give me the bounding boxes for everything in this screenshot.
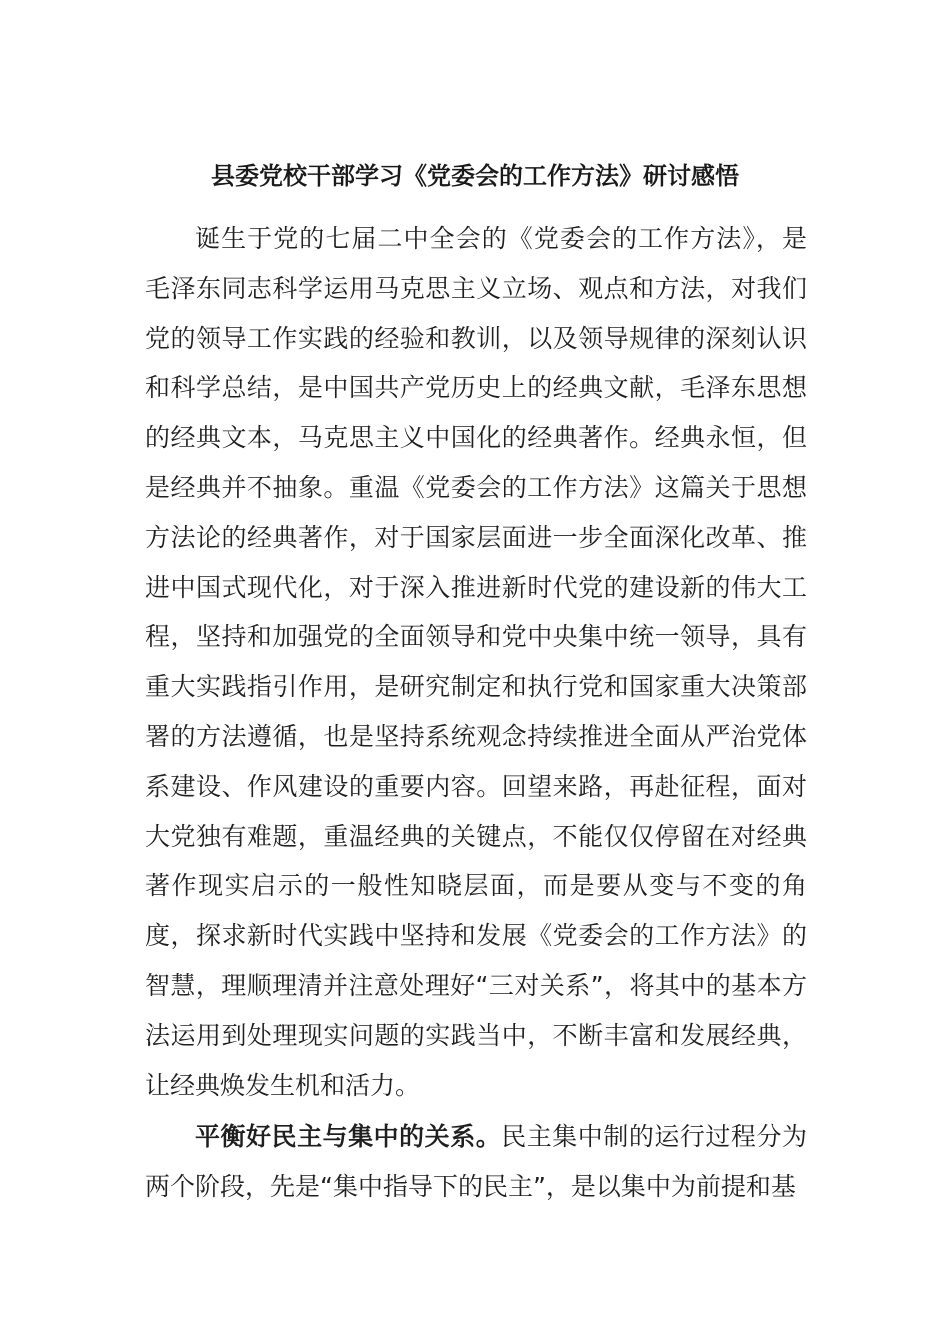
paragraph-intro — [145, 214, 807, 1110]
document-body — [145, 214, 807, 1212]
paragraph-democracy-centralism-text: 民主集中制的运行过程分为两个阶段，先是“集中指导下的民主”，是以集中为前提和基 — [145, 1122, 807, 1202]
paragraph-intro-text: 诞生于党的七届二中全会的《党委会的工作方法》，是毛泽东同志科学运用马克思主义立场、观点和方法，对我们党的领导工作实践的经验和教训，以及领导规律的深刻认识和科学总结，是中国共产党历史上的经典文献，毛泽东思想的经典文本，马克思主义中国化的经典著作。经典永恒，但是经典并不抽象。重温《党委会的工作方法》这篇关于思想方法论的经典著作，对于国家层面进一步全面深化改革、推进中国式现代化，对于深入推进新时代党的建设新的伟大工程，坚持和加强党的全面领导和党中央集中统一领导，具有重大实践指引作用，是研究制定和执行党和国家重大决策部署的方法遵循，也是坚持系统观念持续推进全面从严治党体系建设、作风建设的重要内容。回望来路，再赴征程，面对大党独有难题，重温经典的关键点，不能仅仅停留在对经典著作现实启示的一般性知晓层面，而是要从变与不变的角度，探求新时代实践中坚持和发展《党委会的工作方法》的智慧，理顺理清并注意处理好“三对关系”，将其中的基本方法运用到处理现实问题的实践当中，不断丰富和发展经典，让经典焕发生机和活力。 — [145, 224, 807, 1100]
paragraph-heading: 平衡好民主与集中的关系。 — [195, 1122, 502, 1152]
paragraph-democracy-centralism — [145, 1112, 807, 1212]
document-title: 县委党校干部学习《党委会的工作方法》研讨感悟 — [211, 162, 739, 190]
